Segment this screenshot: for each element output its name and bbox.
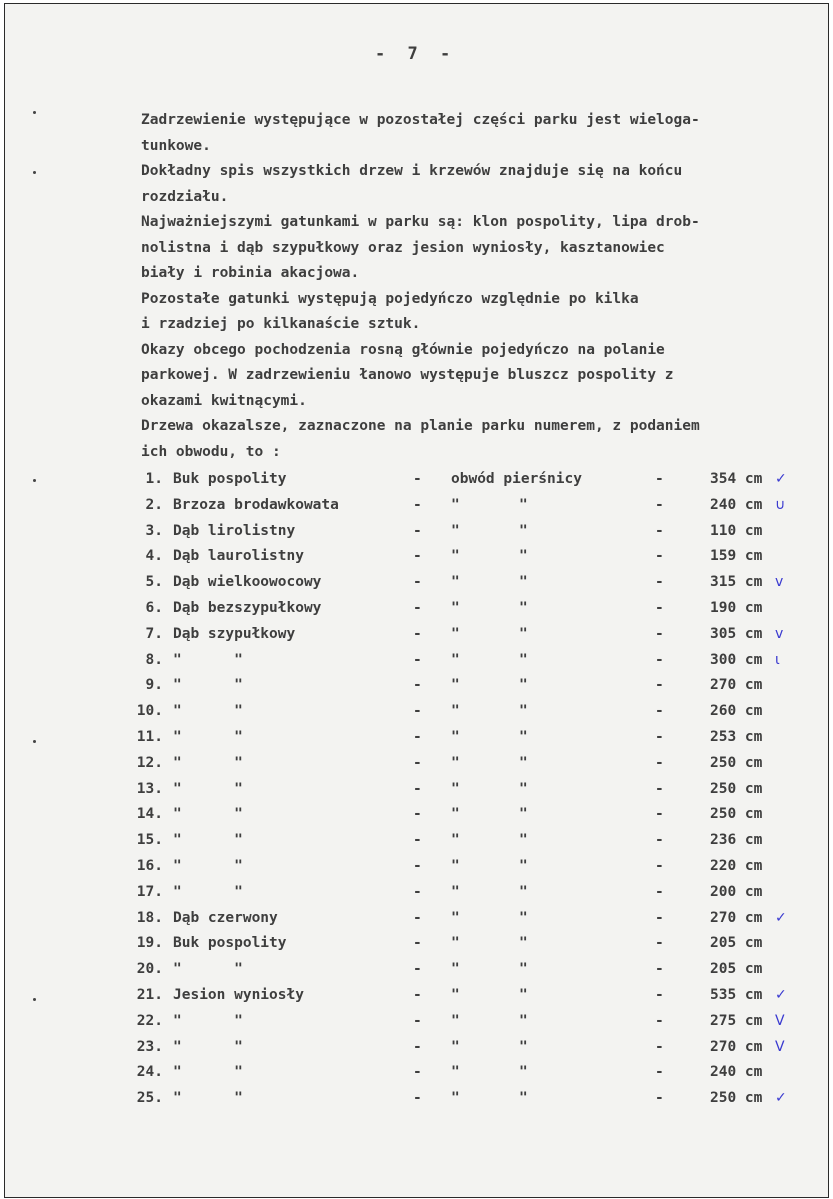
handwritten-check-mark: ✓ [775, 909, 787, 926]
measurement-label: " [451, 1064, 460, 1081]
tree-species: " " [173, 858, 243, 874]
circumference-value: 354 cm [710, 471, 763, 487]
measurement-label: " [451, 548, 460, 565]
tree-row [125, 832, 825, 852]
tree-number: 20. [136, 961, 163, 978]
dash-separator: - [413, 625, 422, 642]
dash-separator: - [413, 1090, 422, 1107]
measurement-label: " [451, 754, 460, 771]
tree-number: 19. [136, 935, 163, 952]
tree-number: 22. [136, 1012, 163, 1029]
circumference-value: 200 cm [710, 883, 763, 900]
tree-number: 3. [145, 522, 163, 539]
tree-number: 11. [136, 729, 163, 745]
tree-row [125, 961, 825, 981]
tree-number: 1. [145, 471, 163, 487]
dash-separator: - [655, 574, 664, 591]
measurement-label: " [451, 832, 460, 849]
tree-row [125, 1064, 825, 1084]
dash-separator: - [413, 909, 422, 926]
tree-number: 9. [145, 677, 163, 694]
measurement-label: " [451, 1012, 460, 1029]
dash-separator: - [413, 806, 422, 823]
ditto-mark: " [519, 832, 528, 849]
dash-separator: - [413, 703, 422, 720]
dash-separator: - [655, 703, 664, 720]
ditto-mark: " [519, 1012, 528, 1029]
paragraph-line: Dokładny spis wszystkich drzew i krzewów znajduje się na końcu [141, 163, 683, 179]
dash-separator: - [413, 522, 422, 539]
measurement-label: " [451, 651, 460, 668]
measurement-label: " [451, 703, 460, 720]
paragraph-line: rozdziału. [141, 188, 229, 205]
tree-species: " " [173, 1012, 243, 1029]
tree-row [125, 884, 825, 904]
tree-row [125, 1090, 825, 1110]
tree-number: 23. [136, 1038, 163, 1055]
measurement-label: " [451, 522, 460, 539]
ditto-mark: " [519, 1090, 528, 1107]
paragraph-line: biały i robinia akacjowa. [141, 265, 360, 281]
circumference-value: 250 cm [710, 754, 763, 771]
tree-row [125, 600, 825, 620]
handwritten-check-mark: ι [775, 651, 780, 668]
ditto-mark: " [519, 1038, 528, 1055]
paragraph-line: Najważniejszymi gatunkami w parku są: klon pospolity, lipa drob- [141, 214, 700, 230]
tree-species: " " [173, 780, 243, 797]
tree-species: " " [173, 1038, 243, 1055]
dash-separator: - [655, 522, 664, 539]
dash-separator: - [655, 496, 664, 513]
handwritten-check-mark: V [775, 1038, 785, 1055]
dash-separator: - [413, 780, 422, 797]
dash-separator: - [655, 548, 664, 565]
dash-separator: - [655, 1064, 664, 1081]
ditto-mark: " [519, 909, 528, 926]
tree-number: 21. [136, 987, 163, 1003]
tree-row [125, 781, 825, 801]
margin-dot [33, 998, 36, 1001]
tree-number: 18. [136, 909, 163, 926]
circumference-value: 535 cm [710, 987, 763, 1003]
measurement-label: " [451, 574, 460, 591]
dash-separator: - [413, 832, 422, 849]
ditto-mark: " [519, 961, 528, 978]
dash-separator: - [413, 1012, 422, 1029]
handwritten-check-mark: ✓ [775, 1090, 787, 1107]
dash-separator: - [413, 987, 422, 1003]
document-page [4, 3, 829, 1198]
dash-separator: - [413, 651, 422, 668]
dash-separator: - [655, 1012, 664, 1029]
tree-number: 7. [145, 625, 163, 642]
tree-species: " " [173, 1064, 243, 1081]
tree-species: " " [173, 832, 243, 849]
paragraph-line: tunkowe. [141, 137, 211, 154]
measurement-label: " [451, 729, 460, 745]
circumference-value: 220 cm [710, 858, 763, 874]
dash-separator: - [655, 858, 664, 874]
dash-separator: - [655, 987, 664, 1003]
paragraph-line: i rzadziej po kilkanaście sztuk. [141, 316, 421, 332]
ditto-mark: " [519, 600, 528, 616]
tree-row [125, 806, 825, 826]
tree-number: 15. [136, 832, 163, 849]
tree-species: Dąb bezszypułkowy [173, 600, 322, 616]
ditto-mark: " [519, 1064, 528, 1081]
dash-separator: - [655, 1090, 664, 1107]
circumference-value: 270 cm [710, 1038, 763, 1055]
paragraph-line: Okazy obcego pochodzenia rosną głównie pojedyńczo na polanie [141, 341, 665, 358]
ditto-mark: " [519, 548, 528, 565]
tree-number: 2. [145, 496, 163, 513]
tree-row [125, 523, 825, 543]
tree-row [125, 471, 825, 491]
circumference-value: 270 cm [710, 909, 763, 926]
tree-species: " " [173, 651, 243, 668]
tree-species: Dąb wielkoowocowy [173, 574, 322, 591]
tree-row [125, 574, 825, 594]
paragraph-line: nolistna i dąb szypułkowy oraz jesion wyniosły, kasztanowiec [141, 239, 665, 256]
dash-separator: - [413, 935, 422, 952]
tree-row [125, 935, 825, 955]
ditto-mark: " [519, 754, 528, 771]
tree-species: " " [173, 883, 243, 900]
measurement-label: " [451, 1038, 460, 1055]
margin-dot [33, 171, 36, 174]
dash-separator: - [413, 471, 422, 487]
measurement-label: obwód pierśnicy [451, 471, 582, 487]
circumference-value: 240 cm [710, 1064, 763, 1081]
tree-species: " " [173, 729, 243, 745]
measurement-label: " [451, 987, 460, 1003]
ditto-mark: " [519, 625, 528, 642]
tree-species: Dąb laurolistny [173, 548, 304, 565]
ditto-mark: " [519, 729, 528, 745]
tree-row [125, 729, 825, 749]
circumference-value: 250 cm [710, 780, 763, 797]
tree-species: Dąb czerwony [173, 909, 278, 926]
ditto-mark: " [519, 496, 528, 513]
measurement-label: " [451, 600, 460, 616]
measurement-label: " [451, 858, 460, 874]
dash-separator: - [413, 496, 422, 513]
paragraph-line: Pozostałe gatunki występują pojedyńczo względnie po kilka [141, 290, 639, 307]
circumference-value: 315 cm [710, 574, 763, 591]
dash-separator: - [413, 858, 422, 874]
tree-row [125, 497, 825, 517]
circumference-value: 205 cm [710, 935, 763, 952]
tree-number: 13. [136, 780, 163, 797]
tree-row [125, 910, 825, 930]
tree-number: 12. [136, 754, 163, 771]
measurement-label: " [451, 935, 460, 952]
tree-species: Brzoza brodawkowata [173, 496, 339, 513]
paragraph-line: okazami kwitnącymi. [141, 392, 307, 409]
dash-separator: - [413, 548, 422, 565]
ditto-mark: " [519, 935, 528, 952]
circumference-value: 275 cm [710, 1012, 763, 1029]
tree-number: 10. [136, 703, 163, 720]
handwritten-check-mark: V [775, 1012, 785, 1029]
ditto-mark: " [519, 987, 528, 1003]
circumference-value: 110 cm [710, 522, 763, 539]
tree-number: 4. [145, 548, 163, 565]
ditto-mark: " [519, 522, 528, 539]
circumference-value: 250 cm [710, 806, 763, 823]
tree-number: 16. [136, 858, 163, 874]
tree-row [125, 703, 825, 723]
handwritten-check-mark: ✓ [775, 471, 787, 487]
dash-separator: - [413, 729, 422, 745]
tree-species: Dąb lirolistny [173, 522, 296, 539]
tree-number: 8. [145, 651, 163, 668]
tree-species: Buk pospolity [173, 935, 287, 952]
circumference-value: 305 cm [710, 625, 763, 642]
measurement-label: " [451, 625, 460, 642]
dash-separator: - [655, 909, 664, 926]
dash-separator: - [655, 471, 664, 487]
dash-separator: - [413, 677, 422, 694]
circumference-value: 300 cm [710, 651, 763, 668]
paragraph-line: Zadrzewienie występujące w pozostałej części parku jest wieloga- [141, 112, 700, 128]
circumference-value: 190 cm [710, 600, 763, 616]
handwritten-check-mark: v [775, 574, 784, 591]
handwritten-check-mark: v [775, 625, 784, 642]
tree-row [125, 755, 825, 775]
dash-separator: - [655, 1038, 664, 1055]
paragraph-line: parkowej. W zadrzewieniu łanowo występuje bluszcz pospolity z [141, 367, 674, 383]
dash-separator: - [655, 832, 664, 849]
dash-separator: - [655, 883, 664, 900]
circumference-value: 159 cm [710, 548, 763, 565]
ditto-mark: " [519, 703, 528, 720]
circumference-value: 250 cm [710, 1090, 763, 1107]
body-text [141, 108, 821, 465]
circumference-value: 270 cm [710, 677, 763, 694]
tree-species: " " [173, 806, 243, 823]
tree-species: Dąb szypułkowy [173, 625, 296, 642]
dash-separator: - [655, 780, 664, 797]
measurement-label: " [451, 909, 460, 926]
measurement-label: " [451, 496, 460, 513]
tree-number: 14. [136, 806, 163, 823]
dash-separator: - [655, 651, 664, 668]
dash-separator: - [413, 574, 422, 591]
dash-separator: - [655, 600, 664, 616]
tree-number: 25. [136, 1090, 163, 1107]
dash-separator: - [655, 625, 664, 642]
tree-row [125, 626, 825, 646]
circumference-value: 205 cm [710, 961, 763, 978]
measurement-label: " [451, 961, 460, 978]
measurement-label: " [451, 806, 460, 823]
dash-separator: - [413, 1064, 422, 1081]
measurement-label: " [451, 780, 460, 797]
tree-species: " " [173, 1090, 243, 1107]
dash-separator: - [413, 754, 422, 771]
dash-separator: - [655, 677, 664, 694]
handwritten-check-mark: ∪ [775, 496, 786, 513]
measurement-label: " [451, 883, 460, 900]
dash-separator: - [413, 600, 422, 616]
dash-separator: - [655, 961, 664, 978]
tree-species: " " [173, 961, 243, 978]
tree-number: 6. [145, 600, 163, 616]
paragraph-line: ich obwodu, to : [141, 443, 281, 460]
ditto-mark: " [519, 677, 528, 694]
margin-dot [33, 479, 36, 482]
tree-species: " " [173, 754, 243, 771]
tree-row [125, 1039, 825, 1059]
margin-dot [33, 111, 36, 114]
tree-row [125, 677, 825, 697]
tree-row [125, 858, 825, 878]
tree-number: 24. [136, 1064, 163, 1081]
tree-number: 17. [136, 883, 163, 900]
ditto-mark: " [519, 806, 528, 823]
page-number: - 7 - [375, 44, 457, 64]
tree-species: " " [173, 677, 243, 694]
tree-row [125, 652, 825, 672]
tree-number: 5. [145, 574, 163, 591]
dash-separator: - [655, 806, 664, 823]
circumference-value: 260 cm [710, 703, 763, 720]
tree-row [125, 1013, 825, 1033]
ditto-mark: " [519, 883, 528, 900]
circumference-value: 236 cm [710, 832, 763, 849]
tree-row [125, 548, 825, 568]
ditto-mark: " [519, 574, 528, 591]
dash-separator: - [655, 935, 664, 952]
circumference-value: 240 cm [710, 496, 763, 513]
tree-species: Buk pospolity [173, 471, 287, 487]
dash-separator: - [655, 754, 664, 771]
tree-row [125, 987, 825, 1007]
tree-species: Jesion wyniosły [173, 987, 304, 1003]
dash-separator: - [413, 883, 422, 900]
margin-dot [33, 740, 36, 743]
paragraph-line: Drzewa okazalsze, zaznaczone na planie parku numerem, z podaniem [141, 418, 700, 434]
ditto-mark: " [519, 651, 528, 668]
ditto-mark: " [519, 858, 528, 874]
dash-separator: - [413, 961, 422, 978]
circumference-value: 253 cm [710, 729, 763, 745]
dash-separator: - [655, 729, 664, 745]
handwritten-check-mark: ✓ [775, 987, 787, 1003]
measurement-label: " [451, 1090, 460, 1107]
tree-species: " " [173, 703, 243, 720]
ditto-mark: " [519, 780, 528, 797]
dash-separator: - [413, 1038, 422, 1055]
measurement-label: " [451, 677, 460, 694]
